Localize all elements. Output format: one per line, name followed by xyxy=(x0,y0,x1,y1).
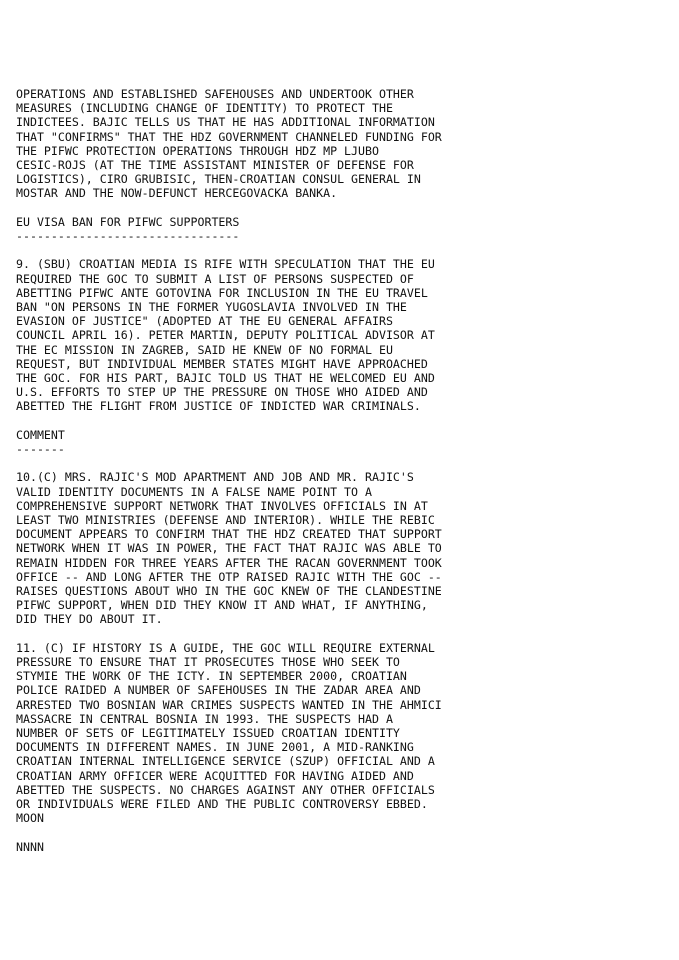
signature-line: MOON xyxy=(16,811,44,826)
text-line: ARRESTED TWO BOSNIAN WAR CRIMES SUSPECTS WANTED IN THE AHMICI xyxy=(16,697,442,712)
text-line: CROATIAN ARMY OFFICER WERE ACQUITTED FOR HAVING AIDED AND xyxy=(16,768,414,783)
text-line: LEAST TWO MINISTRIES (DEFENSE AND INTERIOR). WHILE THE REBIC xyxy=(16,513,435,528)
paragraph-8-continuation xyxy=(16,87,666,201)
text-line: CESIC-ROJS (AT THE TIME ASSISTANT MINISTER OF DEFENSE FOR xyxy=(16,158,414,173)
section-heading-title: EU VISA BAN FOR PIFWC SUPPORTERS xyxy=(16,214,240,229)
text-line: DOCUMENT APPEARS TO CONFIRM THAT THE HDZ CREATED THAT SUPPORT xyxy=(16,527,442,542)
text-line: MEASURES (INCLUDING CHANGE OF IDENTITY) TO PROTECT THE xyxy=(16,101,393,116)
text-line: ABETTED THE SUSPECTS. NO CHARGES AGAINST ANY OTHER OFFICIALS xyxy=(16,782,435,797)
text-line: ABETTED THE FLIGHT FROM JUSTICE OF INDICTED WAR CRIMINALS. xyxy=(16,399,421,414)
text-line: STYMIE THE WORK OF THE ICTY. IN SEPTEMBER 2000, CROATIAN xyxy=(16,669,407,684)
text-line: MOSTAR AND THE NOW-DEFUNCT HERCEGOVACKA BANKA. xyxy=(16,186,338,201)
text-line: THE PIFWC PROTECTION OPERATIONS THROUGH HDZ MP LJUBO xyxy=(16,143,379,158)
end-marker-block xyxy=(16,840,666,854)
text-line: ABETTING PIFWC ANTE GOTOVINA FOR INCLUSION IN THE EU TRAVEL xyxy=(16,285,428,300)
text-line: MASSACRE IN CENTRAL BOSNIA IN 1993. THE SUSPECTS HAD A xyxy=(16,711,393,726)
text-line: OR INDIVIDUALS WERE FILED AND THE PUBLIC CONTROVERSY EBBED. xyxy=(16,797,428,812)
text-line: NETWORK WHEN IT WAS IN POWER, THE FACT THAT RAJIC WAS ABLE TO xyxy=(16,541,442,556)
cable-document xyxy=(16,87,666,868)
text-line: THAT "CONFIRMS" THAT THE HDZ GOVERNMENT CHANNELED FUNDING FOR xyxy=(16,129,442,144)
paragraph-10 xyxy=(16,470,666,626)
section-heading-underline: -------------------------------- xyxy=(16,229,240,244)
text-line: 10.(C) MRS. RAJIC'S MOD APARTMENT AND JOB AND MR. RAJIC'S xyxy=(16,470,414,485)
text-line: EVASION OF JUSTICE" (ADOPTED AT THE EU GENERAL AFFAIRS xyxy=(16,314,393,329)
section-heading-title: COMMENT xyxy=(16,427,65,442)
text-line: REMAIN HIDDEN FOR THREE YEARS AFTER THE RACAN GOVERNMENT TOOK xyxy=(16,555,442,570)
text-line: COUNCIL APRIL 16). PETER MARTIN, DEPUTY POLITICAL ADVISOR AT xyxy=(16,328,435,343)
paragraph-11 xyxy=(16,641,666,826)
text-line: POLICE RAIDED A NUMBER OF SAFEHOUSES IN THE ZADAR AREA AND xyxy=(16,683,421,698)
text-line: OFFICE -- AND LONG AFTER THE OTP RAISED RAJIC WITH THE GOC -- xyxy=(16,569,442,584)
text-line: LOGISTICS), CIRO GRUBISIC, THEN-CROATIAN CONSUL GENERAL IN xyxy=(16,172,421,187)
section-heading-underline: ------- xyxy=(16,442,65,457)
text-line: PRESSURE TO ENSURE THAT IT PROSECUTES THOSE WHO SEEK TO xyxy=(16,655,400,670)
text-line: REQUIRED THE GOC TO SUBMIT A LIST OF PERSONS SUSPECTED OF xyxy=(16,271,414,286)
text-line: INDICTEES. BAJIC TELLS US THAT HE HAS ADDITIONAL INFORMATION xyxy=(16,115,435,130)
text-line: NUMBER OF SETS OF LEGITIMATELY ISSUED CROATIAN IDENTITY xyxy=(16,726,400,741)
text-line: 9. (SBU) CROATIAN MEDIA IS RIFE WITH SPECULATION THAT THE EU xyxy=(16,257,435,272)
section-heading-eu-visa-ban xyxy=(16,215,666,243)
text-line: BAN "ON PERSONS IN THE FORMER YUGOSLAVIA INVOLVED IN THE xyxy=(16,300,407,315)
text-line: OPERATIONS AND ESTABLISHED SAFEHOUSES AND UNDERTOOK OTHER xyxy=(16,87,414,101)
text-line: COMPREHENSIVE SUPPORT NETWORK THAT INVOLVES OFFICIALS IN AT xyxy=(16,498,428,513)
text-line: PIFWC SUPPORT, WHEN DID THEY KNOW IT AND WHAT, IF ANYTHING, xyxy=(16,598,428,613)
text-line: DOCUMENTS IN DIFFERENT NAMES. IN JUNE 2001, A MID-RANKING xyxy=(16,740,414,755)
text-line: RAISES QUESTIONS ABOUT WHO IN THE GOC KNEW OF THE CLANDESTINE xyxy=(16,584,442,599)
paragraph-9 xyxy=(16,257,666,413)
text-line: CROATIAN INTERNAL INTELLIGENCE SERVICE (SZUP) OFFICIAL AND A xyxy=(16,754,435,769)
text-line: 11. (C) IF HISTORY IS A GUIDE, THE GOC WILL REQUIRE EXTERNAL xyxy=(16,640,435,655)
end-marker: NNNN xyxy=(16,839,44,854)
text-line: THE GOC. FOR HIS PART, BAJIC TOLD US THAT HE WELCOMED EU AND xyxy=(16,371,435,386)
text-line: REQUEST, BUT INDIVIDUAL MEMBER STATES MIGHT HAVE APPROACHED xyxy=(16,356,428,371)
text-line: DID THEY DO ABOUT IT. xyxy=(16,612,163,627)
text-line: U.S. EFFORTS TO STEP UP THE PRESSURE ON THOSE WHO AIDED AND xyxy=(16,385,428,400)
text-line: THE EC MISSION IN ZAGREB, SAID HE KNEW OF NO FORMAL EU xyxy=(16,342,393,357)
section-heading-comment xyxy=(16,428,666,456)
text-line: VALID IDENTITY DOCUMENTS IN A FALSE NAME POINT TO A xyxy=(16,484,372,499)
